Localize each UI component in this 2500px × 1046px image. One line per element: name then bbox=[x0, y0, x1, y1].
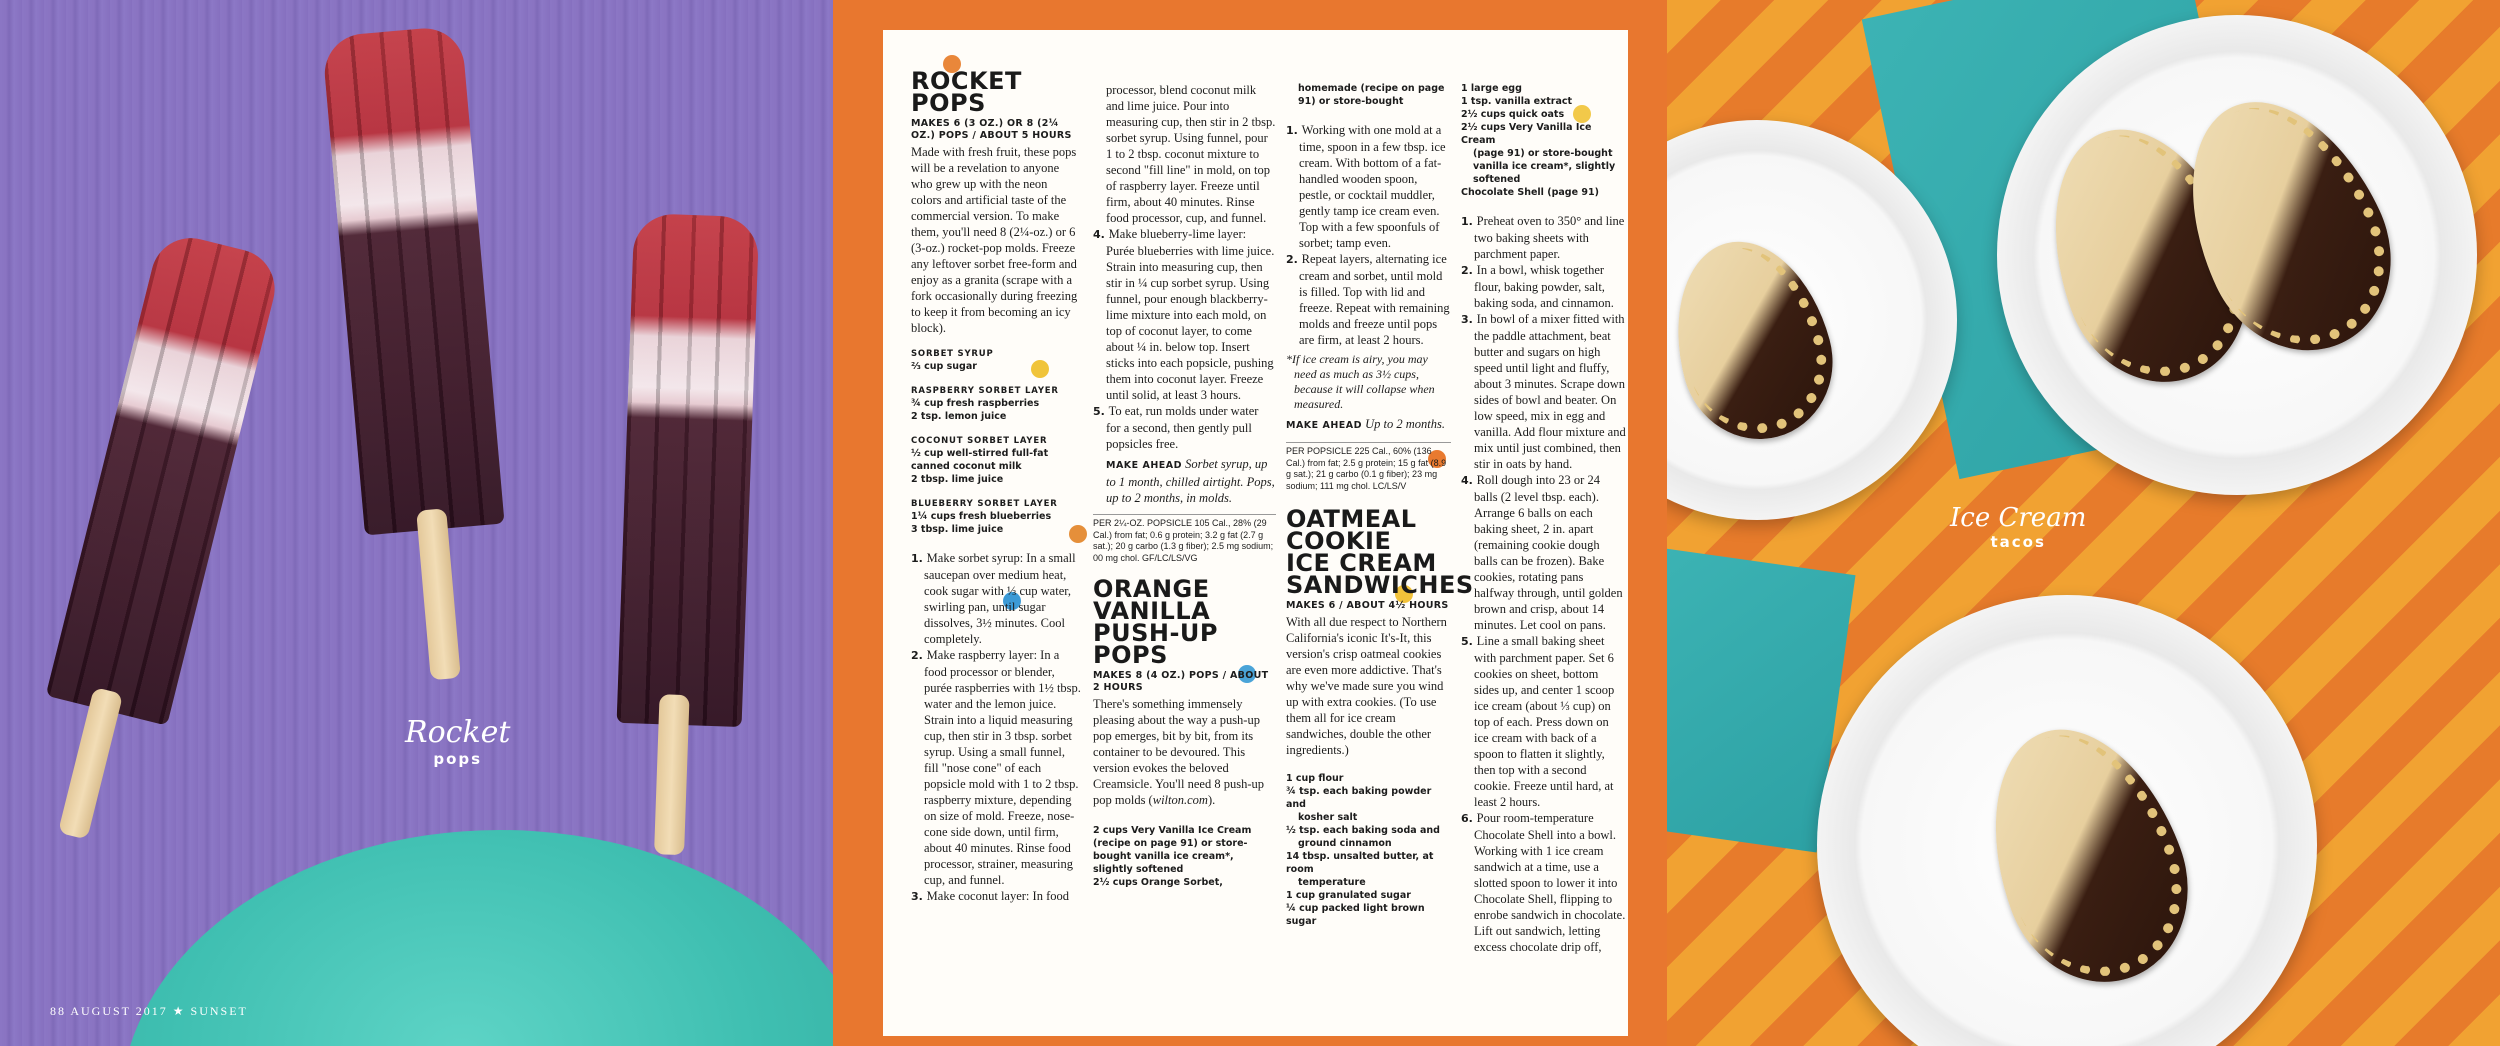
ingredient-section-heading: SORBET SYRUP bbox=[911, 349, 994, 359]
ingredient: Chocolate Shell (page 91) bbox=[1461, 187, 1599, 198]
ingredient: ¼ cup packed light brown sugar bbox=[1286, 903, 1425, 927]
orange-vanilla-note: *If ice cream is airy, you may need as much as 3½ cups, because it will collapse when measured. bbox=[1286, 352, 1435, 411]
step-number: 1. bbox=[911, 552, 927, 565]
ice-cream-tacos-photo bbox=[1667, 0, 2500, 1046]
column-1 bbox=[911, 67, 1081, 905]
oatmeal-steps bbox=[1461, 213, 1626, 955]
ingredient: temperature bbox=[1298, 877, 1366, 888]
recipe-step bbox=[1461, 213, 1626, 262]
recipe-step bbox=[1461, 311, 1626, 472]
orange-vanilla-yield: MAKES 8 (4 OZ.) POPS / ABOUT 2 HOURS bbox=[1093, 670, 1269, 693]
orange-vanilla-ingredients bbox=[1093, 824, 1276, 889]
ingredient: vanilla ice cream*, slightly bbox=[1473, 161, 1616, 172]
recipe-card bbox=[883, 30, 1628, 1036]
paper-plate bbox=[1997, 15, 2477, 495]
step-text: Make coconut layer: In food bbox=[926, 889, 1069, 903]
ingredient: kosher salt bbox=[1298, 812, 1358, 823]
column-3 bbox=[1286, 82, 1474, 928]
ingredient: 1 large egg bbox=[1461, 83, 1522, 94]
title-line: ORANGE bbox=[1093, 575, 1210, 603]
ingredient: 1¼ cups fresh blueberries bbox=[911, 511, 1052, 522]
rocket-pops-intro: Made with fresh fruit, these pops will be a revelation to anyone who grew up with the neon colors and artificial taste of the commercial version. To make them, you'll need 8 (2¼-oz.) or 6 (3-oz.) rocket-pop molds. Freeze any leftover sorbet free-form and enjoy as a granita (scrape with a fork occasionally during freezing to keep it from becoming an icy block). bbox=[911, 145, 1078, 335]
ingredient: 2½ cups quick oats bbox=[1461, 109, 1565, 120]
step-text: Repeat layers, alternating ice cream and sorbet, until mold is filled. Top with lid and freeze. Repeat with remaining molds and freeze until pops are firm, at least 2 hours. bbox=[1299, 252, 1450, 347]
title-line: COOKIE bbox=[1286, 527, 1392, 555]
recipe-step bbox=[1461, 810, 1626, 955]
title-line: ICE CREAM bbox=[1286, 549, 1437, 577]
ingredient: 2½ cups Orange Sorbet, bbox=[1093, 877, 1223, 888]
recipe-step bbox=[1093, 226, 1276, 403]
ingredient: ⅔ cup sugar bbox=[911, 361, 977, 372]
oatmeal-intro: With all due respect to Northern California's iconic It's-It, this version's crisp oatmeal cookies are even more addictive. That's why we've made sure you wind up with extra cookies. (To use them all for ice cream sandwiches, double the other ingredients.) bbox=[1286, 615, 1447, 757]
recipe-step bbox=[911, 550, 1081, 647]
step-number: 2. bbox=[1461, 264, 1477, 277]
ingredient: 14 tbsp. unsalted butter, at room bbox=[1286, 851, 1434, 875]
rocket-pops-yield: MAKES 6 (3 OZ.) OR 8 (2¼ OZ.) POPS / ABOUT 5 HOURS bbox=[911, 118, 1072, 141]
step-text: In bowl of a mixer fitted with the paddle attachment, beat butter and sugars on high speed until light and fluffy, about 3 minutes. Scrape down sides of bowl and beater. On low speed, mix in egg and vanilla. Add flour mixture and mix until just combined, then stir in oats by hand. bbox=[1474, 312, 1626, 471]
ingredient: ¾ tsp. each baking powder and bbox=[1286, 786, 1432, 810]
ingredient: 1 tsp. vanilla extract bbox=[1461, 96, 1573, 107]
page-folio: 88 AUGUST 2017 ★ SUNSET bbox=[50, 1004, 248, 1018]
recipe-step bbox=[1461, 262, 1626, 311]
orange-vanilla-steps bbox=[1286, 122, 1451, 348]
rocket-pops-make-ahead: MAKE AHEAD Sorbet syrup, up to 1 month, chilled airtight. Pops, up to 2 months, in molds. bbox=[1106, 457, 1275, 505]
step-text: Working with one mold at a time, spoon in a few tbsp. ice cream. With bottom of a fat-handled wooden spoon, pestle, or cocktail muddler, gently tamp ice cream even. Top with a few spoonfuls of sorbet; tamp even. bbox=[1299, 123, 1446, 250]
orange-vanilla-recipe bbox=[1093, 575, 1276, 889]
step-text: Line a small baking sheet with parchment paper. Set 6 cookies on sheet, bottom sides up, and center 1 scoop ice cream (about ⅓ cup) on top of each. Press down on ice cream with back of a spoon to flatten it slightly, then top with a second cookie. Freeze until hard, at least 2 hours. bbox=[1474, 634, 1615, 809]
step-number: 1. bbox=[1461, 215, 1477, 228]
orange-vanilla-nutrition: PER POPSICLE 225 Cal., 60% (136 Cal.) from fat; 2.5 g protein; 15 g fat (8.9 g sat.); 21 g carbo (0.1 g fiber); 23 mg sodium; 111 mg chol. LC/LS/V bbox=[1286, 442, 1451, 492]
oatmeal-title bbox=[1286, 505, 1474, 599]
step-number: 4. bbox=[1461, 474, 1477, 487]
caption-sans: tacos bbox=[1990, 533, 2046, 551]
step-number: 1. bbox=[1286, 124, 1302, 137]
rocket-pops-nutrition: PER 2¼-OZ. POPSICLE 105 Cal., 28% (29 Cal.) from fat; 0.6 g protein; 3.2 g fat (2.7 g sat.); 20 g carbo (1.3 g fiber); 2.5 mg sodium; 00 mg chol. GF/LC/LS/VG bbox=[1093, 514, 1276, 564]
title-line: VANILLA bbox=[1093, 597, 1211, 625]
ingredient-section-heading: COCONUT SORBET LAYER bbox=[911, 436, 1048, 446]
step-number: 2. bbox=[911, 649, 927, 662]
orange-vanilla-title bbox=[1093, 575, 1276, 669]
rocket-pops-caption bbox=[405, 715, 511, 768]
step-text: Roll dough into 23 or 24 balls (2 level tbsp. each). Arrange 6 balls on each baking sheet, 2 in. apart (remaining cookie dough balls can be frozen). Bake cookies, rotating pans halfway through, until golden brown and crisp, about 14 minutes. Let cool on pans. bbox=[1474, 473, 1623, 632]
rocket-pops-step3-continuation: processor, blend coconut milk and lime juice. Pour into measuring cup, then stir in 2 tbsp. sorbet syrup. Using funnel, pour 1 to 2 tbsp. coconut mixture to second "fill line" in mold, on top of raspberry layer. Freeze until firm, about 40 minutes. Rinse food processor, cup, and funnel. bbox=[1106, 83, 1276, 225]
ingredient: 3 tbsp. lime juice bbox=[911, 524, 1004, 535]
step-number: 6. bbox=[1461, 812, 1477, 825]
ingredient: softened bbox=[1473, 174, 1521, 185]
ingredient: ¾ cup fresh raspberries bbox=[911, 398, 1040, 409]
paper-plate bbox=[1817, 595, 2317, 1046]
step-text: Make raspberry layer: In a food processor or blender, purée raspberries with 1½ tbsp. water and the lemon juice. Strain into a liquid measuring cup, then stir in 3 tbsp. sorbet syrup. Using a small funnel, fill "nose cone" of each popsicle mold with 1 to 2 tbsp. raspberry mixture, depending on size of mold. Freeze, nose-cone side down, until firm, about 40 minutes. Rinse food processor, strainer, measuring cup, and funnel. bbox=[924, 648, 1081, 887]
step-number: 5. bbox=[1093, 405, 1109, 418]
oatmeal-yield: MAKES 6 / ABOUT 4½ HOURS bbox=[1286, 600, 1449, 611]
step-number: 3. bbox=[1461, 313, 1477, 326]
wilton-link[interactable]: wilton.com bbox=[1152, 793, 1208, 807]
title-line: POPS bbox=[1093, 641, 1168, 669]
rocket-pop-right bbox=[594, 212, 777, 867]
column-2 bbox=[1093, 82, 1276, 889]
recipe-page bbox=[833, 0, 1667, 1046]
orange-vanilla-make-ahead: MAKE AHEAD Up to 2 months. bbox=[1286, 417, 1445, 431]
title-line: PUSH-UP bbox=[1093, 619, 1218, 647]
oatmeal-ingredients bbox=[1286, 772, 1451, 928]
ingredient: ground cinnamon bbox=[1298, 838, 1392, 849]
recipe-step bbox=[1093, 403, 1276, 452]
rocket-pops-photo bbox=[0, 0, 833, 1046]
rocket-pops-steps bbox=[911, 550, 1081, 905]
caption-script: Rocket bbox=[405, 715, 511, 750]
ingredient: 1 cup flour bbox=[1286, 773, 1344, 784]
title-line: SANDWICHES bbox=[1286, 571, 1474, 599]
orange-vanilla-intro: There's something immensely pleasing about the way a push-up pop emerges, bit by bit, from its container to be devoured. This version evokes the beloved Creamsicle. You'll need 8 push-up pop molds (wilton.com). bbox=[1093, 697, 1264, 807]
step-text: Preheat oven to 350° and line two baking sheets with parchment paper. bbox=[1474, 214, 1625, 261]
recipe-step bbox=[911, 647, 1081, 888]
ice-cream-taco bbox=[1667, 224, 1850, 456]
step-text: In a bowl, whisk together flour, baking powder, salt, baking soda, and cinnamon. bbox=[1474, 263, 1614, 310]
step-number: 5. bbox=[1461, 635, 1477, 648]
ingredient-section-heading: BLUEBERRY SORBET LAYER bbox=[911, 499, 1058, 509]
column-4 bbox=[1461, 82, 1626, 955]
ingredient: ½ tsp. each baking soda and bbox=[1286, 825, 1440, 836]
step-number: 4. bbox=[1093, 228, 1109, 241]
title-line: OATMEAL bbox=[1286, 505, 1417, 533]
step-text: Pour room-temperature Chocolate Shell into a bowl. Working with 1 ice cream sandwich at a time, use a slotted spoon to lower it into Chocolate Shell, flipping to enrobe sandwich in chocolate. Lift out sandwich, letting excess chocolate drip off, bbox=[1474, 811, 1626, 954]
step-number: 2. bbox=[1286, 253, 1302, 266]
ice-cream-taco bbox=[1958, 702, 2216, 1008]
ingredient: 2 cups Very Vanilla Ice Cream (recipe on page 91) or store-bought vanilla ice cream*, slightly softened bbox=[1093, 825, 1252, 875]
ingredient: 2 tbsp. lime juice bbox=[911, 474, 1004, 485]
ingredient-section-heading: RASPBERRY SORBET LAYER bbox=[911, 386, 1059, 396]
rocket-pop-middle bbox=[297, 23, 544, 697]
ingredient: (page 91) or store-bought bbox=[1473, 148, 1613, 159]
ingredient: ½ cup well-stirred full-fat canned coconut milk bbox=[911, 448, 1049, 472]
rocket-pop-left bbox=[0, 216, 332, 873]
step-text: To eat, run molds under water for a second, then gently pull popsicles free. bbox=[1106, 404, 1259, 451]
rocket-pops-ingredients bbox=[911, 348, 1081, 536]
oatmeal-ingredients-continued bbox=[1461, 82, 1626, 199]
oatmeal-recipe bbox=[1286, 505, 1474, 928]
recipe-step bbox=[1461, 472, 1626, 633]
caption-sans: pops bbox=[433, 750, 483, 768]
step-text: Make sorbet syrup: In a small saucepan over medium heat, cook sugar with ⅓ cup water, swirling pan, until sugar dissolves, 3½ minutes. Cool completely. bbox=[924, 551, 1076, 646]
ingredient: 1 cup granulated sugar bbox=[1286, 890, 1411, 901]
orange-vanilla-ingredient-continuation: homemade (recipe on page 91) or store-bought bbox=[1298, 83, 1445, 107]
ingredient: 2½ cups Very Vanilla Ice Cream bbox=[1461, 122, 1592, 146]
recipe-step bbox=[1286, 122, 1451, 251]
ice-cream-tacos-caption bbox=[1950, 505, 2086, 551]
recipe-step bbox=[1286, 251, 1451, 348]
rocket-pops-title: ROCKET POPS bbox=[911, 67, 1022, 117]
step-number: 3. bbox=[911, 890, 927, 903]
recipe-step bbox=[1461, 633, 1626, 810]
recipe-step bbox=[911, 888, 1081, 905]
ingredient: 2 tsp. lemon juice bbox=[911, 411, 1007, 422]
caption-script: Ice Cream bbox=[1950, 503, 2087, 533]
step-text: Make blueberry-lime layer: Purée blueberries with lime juice. Strain into measuring cup, then stir in ¼ cup sorbet syrup. Using funnel, pour enough blackberry-lime mixture into each mold, on top of coconut layer, to come about ¼ in. below top. Insert sticks into each popsicle, pushing them into coconut layer. Freeze until solid, at least 3 hours. bbox=[1106, 227, 1275, 402]
rocket-pops-steps-continued bbox=[1093, 226, 1276, 452]
